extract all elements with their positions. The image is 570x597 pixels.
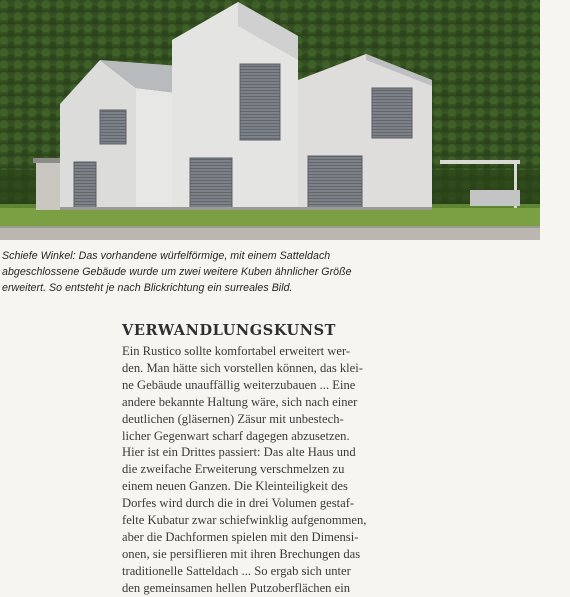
body-line: felte Kubatur zwar schiefwinklig aufgenommen,	[122, 513, 367, 528]
body-line: Dorfes wird durch die in drei Volumen gestaf-	[122, 496, 355, 511]
article-body	[122, 343, 402, 597]
body-line: andere bekannte Haltung wäre, sich nach einer	[122, 394, 358, 409]
photo-caption	[2, 248, 522, 296]
body-line: einem neuen Ganzen. Die Kleinteiligkeit des	[122, 479, 348, 494]
body-line: Hier ist ein Drittes passiert: Das alte Haus und	[122, 445, 356, 460]
caption-line: Schiefe Winkel: Das vorhandene würfelförmige, mit einem Satteldach	[2, 250, 331, 262]
body-line: Ein Rustico sollte komfortabel erweitert wer-	[122, 344, 351, 358]
path	[0, 226, 540, 240]
body-line: onen, sie persiflieren mit ihren Brechungen das	[122, 546, 361, 561]
article-heading: VERWANDLUNGSKUNST	[122, 322, 337, 339]
body-line: traditionelle Satteldach ... So ergab sich unter	[122, 563, 351, 578]
body-line: aber die Dachformen spielen mit den Dimensi-	[122, 529, 359, 544]
body-line: die zweifache Erweiterung verschmelzen zu	[122, 462, 345, 477]
body-line: licher Gegenwart scharf dagegen abzusetzen.	[122, 428, 350, 443]
body-line: den gemeinsamen hellen Putzoberflächen ein	[122, 580, 350, 595]
house-photo	[0, 0, 540, 240]
body-line: den. Man hätte sich vorstellen können, das klei-	[122, 360, 363, 375]
body-line: deutlichen (gläsernen) Zäsur mit unbestech-	[122, 411, 344, 426]
article	[122, 322, 402, 597]
house-photo-illustration	[0, 0, 540, 240]
body-line: ne Gebäude unauffällig weiterzubauen ... Eine	[122, 377, 356, 392]
caption-line: erweitert. So entsteht je nach Blickrichtung ein surreales Bild.	[2, 282, 293, 294]
caption-line: abgeschlossene Gebäude wurde um zwei weitere Kuben ähnlicher Größe	[2, 266, 352, 278]
